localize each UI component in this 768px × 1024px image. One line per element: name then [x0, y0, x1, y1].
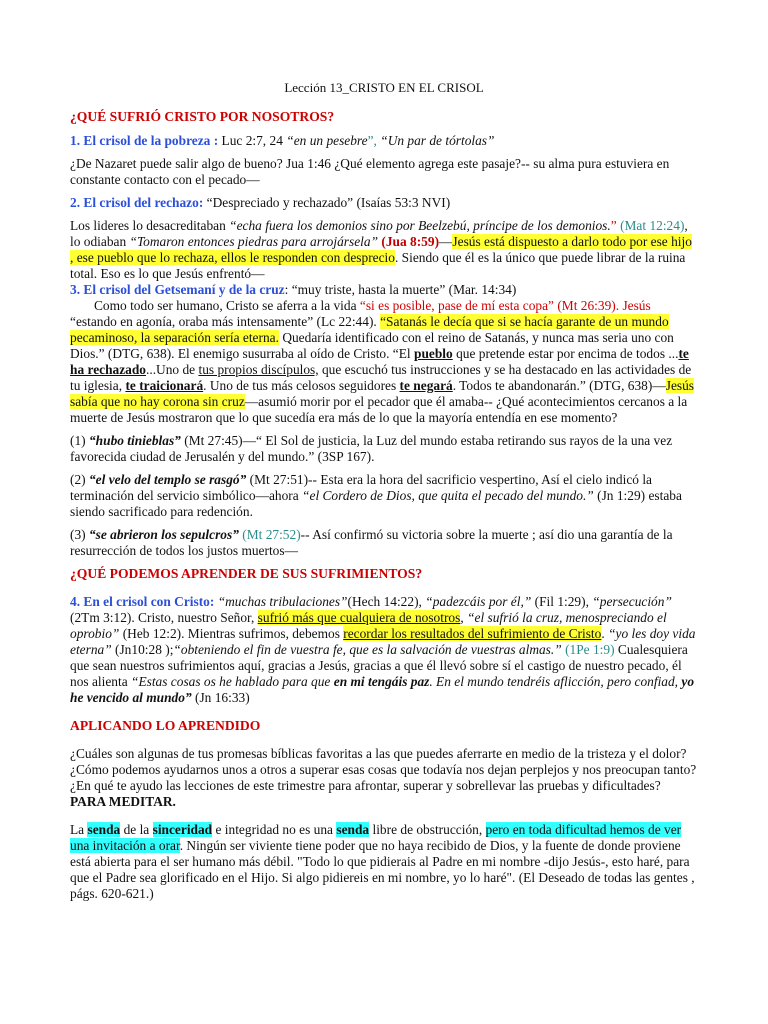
underlined-word: te traicionará	[125, 378, 204, 393]
text: . Siendo que él es la único que puede librar de la ruina total. Eso es lo que Jesús enfrentó—	[70, 250, 686, 281]
section-title: El crisol del rechazo:	[83, 195, 204, 210]
text: La	[70, 822, 85, 837]
quote: “el sufrió la cruz, menospreciando el oprobio”	[70, 610, 667, 641]
section-2-body	[70, 218, 698, 282]
text: (Jn 16:33)	[195, 690, 250, 705]
section-3-heading	[70, 282, 698, 298]
section-title: En el crisol con Cristo:	[83, 594, 215, 609]
text: (Heb 12:2). Mientras sufrimos, debemos	[122, 626, 340, 641]
text: Cualesquiera que sean nuestros sufrimientos aquí, gracias a Jesús, gracias a que él llevó sobre sí el castigo de nuestro pecado, él nos alienta	[70, 642, 688, 689]
reference: (Mat 12:24)	[620, 218, 685, 233]
text: -- Así confirmó su victoria sobre la muerte ; así dio una garantía de la resurrección de todos los justos muertos—	[70, 527, 673, 558]
heading-applying: APLICANDO LO APRENDIDO	[70, 718, 261, 733]
text: (Jn10:28 );	[115, 642, 174, 657]
quote: “echa fuera los demonios sino por Beelzebú, príncipe de los demonios.	[229, 218, 611, 233]
underlined-word: tus propios discípulos,	[198, 362, 319, 377]
text: —	[439, 234, 453, 249]
item-number: (3)	[70, 527, 86, 542]
highlighted-text: recordar los resultados del sufrimiento de Cristo	[343, 626, 602, 641]
text: , lo odiaban	[70, 218, 688, 249]
lesson-title: Lección 13_CRISTO EN EL CRISOL	[284, 80, 484, 95]
quote: “Tomaron entonces piedras para arrojársela”	[129, 234, 379, 249]
quote: . En el mundo tendréis aflicción, pero confiad,	[429, 674, 679, 689]
quote: “Un par de tórtolas”	[380, 133, 495, 148]
heading-what-we-learn: ¿QUÉ PODEMOS APRENDER DE SUS SUFRIMIENTOS?	[70, 566, 423, 581]
heading-what-christ-suffered: ¿QUÉ SUFRIÓ CRISTO POR NOSOTROS?	[70, 109, 335, 124]
emphasis: yo he vencido al mundo”	[70, 674, 695, 705]
question: ¿Cómo podemos ayudarnos unos a otros a superar esas cosas que todavía nos dejan perplejos y nos preocupan tanto?	[70, 762, 697, 777]
item-1	[70, 433, 698, 465]
quote-mark: ”	[610, 218, 617, 233]
item-3	[70, 527, 698, 559]
para-meditar-heading: PARA MEDITAR.	[70, 794, 176, 809]
text: (Jn 1:29) estaba siendo sacrificado para redención.	[70, 488, 682, 519]
document-body	[70, 80, 698, 902]
text: (Fil 1:29),	[534, 594, 589, 609]
section-4-body	[70, 594, 698, 706]
quote: “obteniendo el fin de vuestra fe, que es la salvación de vuestras almas.”	[173, 642, 562, 657]
highlighted-word: senda	[336, 822, 370, 837]
final-paragraph	[70, 822, 698, 902]
quote-end: ”,	[367, 133, 377, 148]
highlighted-word: sinceridad	[152, 822, 213, 837]
quote: “muy triste, hasta la muerte” (Mar. 14:34)	[291, 282, 517, 297]
section-number: 2.	[70, 195, 81, 210]
text: (Hech 14:22),	[347, 594, 422, 609]
text: Como todo ser humano, Cristo se aferra a la vida	[94, 298, 357, 313]
item-number: (2)	[70, 472, 86, 487]
highlighted-text: Jesús sabía que no hay corona sin cruz	[70, 378, 695, 409]
highlighted-text: “Satanás le decía que si se hacía garante de un mundo pecaminoso, la separación sería eterna.	[70, 314, 669, 345]
quote: “padezcáis por él,”	[425, 594, 532, 609]
quote: “muchas tribulaciones”	[217, 594, 348, 609]
section-2-heading	[70, 195, 698, 211]
text: (Mt 27:51)-- Esta era la hora del sacrificio vespertino, Así el cielo indicó la terminación del servicio simbólico—ahora	[70, 472, 652, 503]
question: ¿Cuáles son algunas de tus promesas bíblicas favoritas a las que puedes aferrarte en medio de la tristeza y el dolor?	[70, 746, 687, 761]
highlighted-text: sufrió más que cualquiera de nosotros	[257, 610, 461, 625]
reference: (Jua 8:59)	[381, 234, 440, 249]
text: :	[284, 282, 289, 297]
section-title: El crisol del Getsemaní y de la cruz	[83, 282, 285, 297]
quote: “yo les doy vida eterna”	[70, 626, 696, 657]
section-number: 4.	[70, 594, 81, 609]
item-title: “el velo del templo se rasgó”	[88, 472, 247, 487]
section-title: El crisol de la pobreza :	[83, 133, 219, 148]
reference: Luc 2:7, 24	[221, 133, 283, 148]
quote: “Despreciado y rechazado” (Isaías 53:3 NVI)	[206, 195, 451, 210]
highlighted-text: Jesús está dispuesto a darlo todo por ese hijo , ese pueblo que lo rechaza, ellos le responden con desprecio	[70, 234, 692, 265]
section-1-heading	[70, 133, 698, 149]
text: . Ningún ser viviente tiene poder que no haya recibido de Dios, y la fuente de donde proviene está abierta para el ser humano más débil. "Todo lo que pidierais al Padre en mi nombre -dijo Jesús-, esto haré, para que el Padre sea glorificado en el Hijo. Si algo pidiereis en mi nombre, yo lo haré". (El Deseado de todas las gentes , págs. 620-621.)	[70, 838, 695, 901]
item-title: “hubo tinieblas”	[88, 433, 181, 448]
text: libre de obstrucción,	[372, 822, 483, 837]
reference: (1Pe 1:9)	[565, 642, 615, 657]
text: . Todos te abandonarán.” (DTG, 638)—	[452, 378, 666, 393]
text: .	[601, 626, 605, 641]
highlighted-text: pero en toda dificultad hemos de ver una invitación a orar	[70, 822, 682, 853]
item-title: “se abrieron los sepulcros”	[88, 527, 239, 542]
underlined-word: te ha rechazado	[70, 346, 689, 377]
section-1-body: ¿De Nazaret puede salir algo de bueno? Jua 1:46 ¿Qué elemento agrega este pasaje?-- su alma pura estuviera en constante contacto con el pecado—	[70, 156, 670, 187]
text: “estando en agonía, oraba más intensamente” (Lc 22:44).	[70, 314, 377, 329]
quote: “persecución”	[592, 594, 672, 609]
text: que pretende estar por encima de todos ...	[456, 346, 679, 361]
underlined-word: pueblo	[414, 346, 453, 361]
section-number: 1.	[70, 133, 81, 148]
item-2	[70, 472, 698, 520]
text: de la	[123, 822, 150, 837]
red-quote: “si es posible, pase de mí esta copa” (Mt 26:39). Jesús	[359, 298, 651, 313]
text: (2Tm 3:12). Cristo, nuestro Señor,	[70, 610, 255, 625]
questions-list	[70, 746, 698, 810]
text: e integridad no es una	[215, 822, 334, 837]
quote: “Estas cosas os he hablado para que	[131, 674, 331, 689]
quote: “el Cordero de Dios, que quita el pecado del mundo.”	[302, 488, 594, 503]
item-number: (1)	[70, 433, 86, 448]
text: ...Uno de	[146, 362, 196, 377]
text: (Mt 27:45)—“ El Sol de justicia, la Luz del mundo estaba retirando sus rayos de la una vez favorecida ciudad de Jerusalén y del mundo.” (3SP 167).	[70, 433, 673, 464]
question: ¿En qué te ayudo las lecciones de este trimestre para afrontar, superar y sobrellevar las pruebas y dificultades?	[70, 778, 661, 793]
highlighted-word: senda	[87, 822, 121, 837]
text: Los lideres lo desacreditaban	[70, 218, 226, 233]
section-3-body	[70, 298, 698, 426]
text: Quedaría identificado con el reino de Satanás, y nunca mas seria uno con Dios.” (DTG, 638). El enemigo susurraba al oído de Cristo. “El	[70, 330, 674, 361]
underlined-word: te negará	[399, 378, 453, 393]
emphasis: en mi tengáis paz	[333, 674, 430, 689]
text: que escuchó tus instrucciones y se ha destacado en las actividades de tu iglesia,	[70, 362, 692, 393]
section-number: 3.	[70, 282, 81, 297]
text: —asumió morir por el pecador que él amaba-- ¿Qué acontecimientos cercanos a la muerte de Jesús mostraron que lo que sucedía era más de lo que la mayoría entendía en ese momento?	[70, 394, 688, 425]
reference: (Mt 27:52)	[242, 527, 301, 542]
text: . Uno de tus más celosos seguidores	[203, 378, 397, 393]
text: ,	[460, 610, 464, 625]
quote: “en un pesebre	[286, 133, 368, 148]
